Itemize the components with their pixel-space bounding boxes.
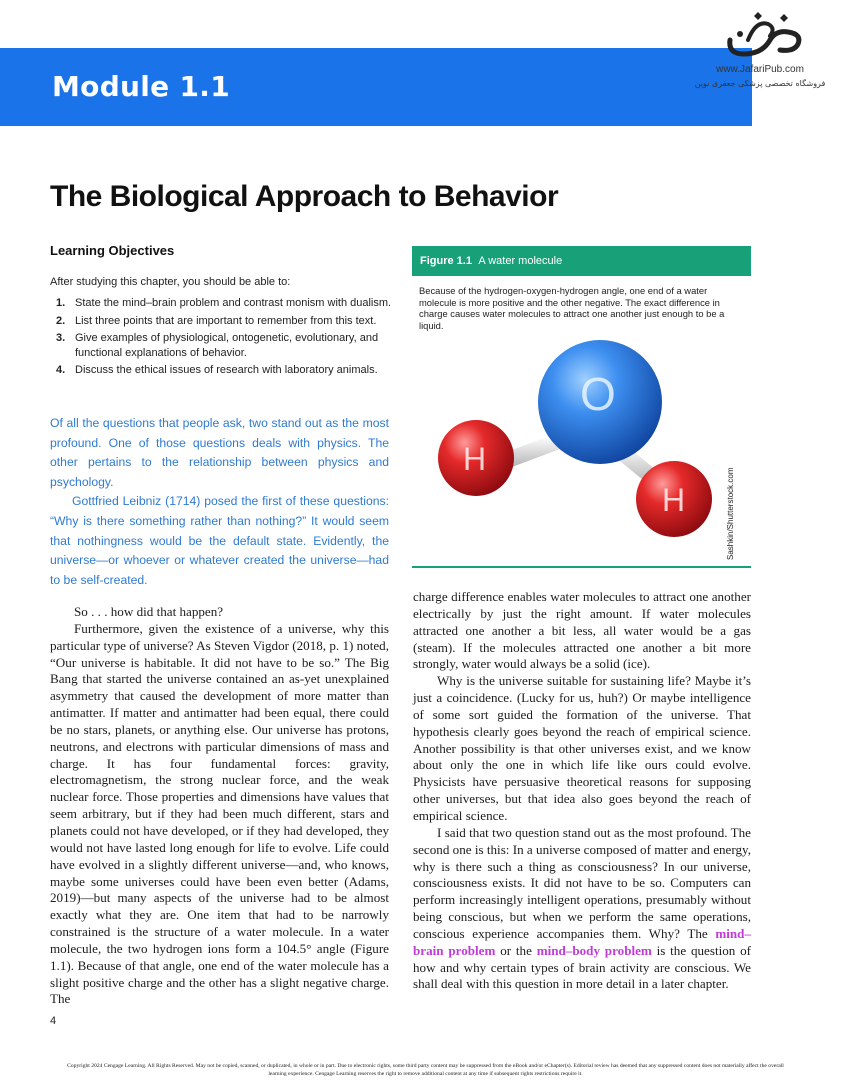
page-number: 4 bbox=[50, 1015, 57, 1027]
logo-subtitle: فروشگاه تخصصی پزشکی جعفری نوین bbox=[694, 79, 826, 88]
chapter-introduction bbox=[50, 414, 389, 590]
objective-text: List three points that are important to remember from this text. bbox=[75, 314, 377, 327]
key-term-mind-body-problem: mind–body problem bbox=[536, 942, 652, 958]
objective-number: 2. bbox=[56, 314, 66, 327]
module-label: Module 1.1 bbox=[52, 70, 231, 103]
figure-caption: Because of the hydrogen-oxygen-hydrogen angle, one end of a water molecule is more positive and the other negative. The exact difference in charge causes water molecules to attract one another just enough to be a liquid. bbox=[419, 285, 725, 331]
intro-paragraph: Of all the questions that people ask, two stand out as the most profound. One of those questions deals with physics. The other pertains to the relationship between physics and psychology. bbox=[50, 416, 389, 489]
hydrogen-atom-label: H bbox=[662, 482, 686, 518]
objective-item bbox=[56, 296, 392, 311]
objective-item bbox=[56, 314, 392, 329]
learning-objectives-list bbox=[56, 296, 392, 381]
body-left-column bbox=[50, 604, 389, 1008]
hydrogen-atom-label: H bbox=[463, 441, 487, 477]
body-paragraph: So . . . how did that happen? bbox=[74, 604, 224, 619]
publisher-logo bbox=[690, 10, 830, 105]
figure-header bbox=[412, 246, 751, 276]
body-paragraph: charge difference enables water molecules to attract one another electrically by just the right amount. If water molecules attracted one another a bit less, all water would be a gas (steam). If the molecules attracted one another a bit more strongly, water would always be a solid (ice). bbox=[413, 589, 751, 672]
chapter-title: The Biological Approach to Behavior bbox=[50, 180, 559, 213]
oxygen-atom-label: O bbox=[580, 368, 616, 420]
body-right-column bbox=[413, 589, 751, 993]
figure-credit: Sashkin/Shutterstock.com bbox=[726, 467, 735, 560]
objective-item bbox=[56, 363, 392, 378]
objective-item bbox=[56, 331, 392, 360]
objective-text: Discuss the ethical issues of research with laboratory animals. bbox=[75, 364, 378, 376]
body-paragraph bbox=[413, 825, 751, 993]
learning-objectives-intro: After studying this chapter, you should be able to: bbox=[50, 276, 291, 288]
objective-number: 1. bbox=[56, 297, 66, 309]
figure-title: A water molecule bbox=[478, 255, 563, 267]
figure-label: Figure 1.1 bbox=[420, 255, 472, 267]
publisher-logo-icon bbox=[710, 10, 810, 62]
body-text: or the bbox=[500, 942, 532, 958]
logo-url: www.JafariPub.com bbox=[716, 64, 804, 75]
objective-number: 3. bbox=[56, 332, 66, 344]
figure-bottom-rule bbox=[412, 566, 751, 568]
objective-text: Give examples of physiological, ontogenetic, evolutionary, and functional explanations of behavior. bbox=[75, 332, 379, 359]
body-paragraph: Furthermore, given the existence of a universe, why this particular type of universe? As Steven Vigdor (2018, p. 1) noted, “Our universe is habitable. It did not have to be so.” The Big Bang that started the universe contained an as-yet unexplained asymmetry that caused the development of more matter than antimatter. If matter and antimatter had been equal, there could be no stars, planets, or anything else. Our universe has protons, neutrons, and electrons with particular dimensions of mass and charge. It has four fundamental forces: gravity, electromagnetism, the strong nuclear force, and the weak nuclear force. Those properties and dimensions have values that seem arbitrary, but if they had been much different, stars and planets could not have developed, or if they had developed, they would not have lasted long enough for life to evolve. Life could have evolved in a slightly different universe—and, who knows, maybe some universes could have been even better (Adams, 2019)—but many aspects of the universe had to be almost exactly what they are. One item that had to be narrowly constrained is the structure of a water molecule. In a water molecule, the two hydrogen ions form a 104.5° angle (Figure 1.1). Because of that angle, one end of the water molecule has a slight positive charge and the other has a slight negative charge. The bbox=[50, 620, 389, 1007]
learning-objectives-heading: Learning Objectives bbox=[50, 243, 175, 258]
objective-number: 4. bbox=[56, 364, 66, 376]
water-molecule-illustration bbox=[412, 334, 751, 566]
body-paragraph: Why is the universe suitable for sustaining life? Maybe it’s just a coincidence. (Lucky for us, huh?) Or maybe intelligence of some sort guided the formation of the universe. That hypothesis clearly goes beyond the reach of empirical science. Another possibility is that other universes exist, and we know about only the one in which life like ours could evolve. Physicists have persuasive theoretical reasons for supposing other universes, but that idea also goes beyond the reach of empirical science. bbox=[413, 673, 751, 823]
body-text: is the question of how and why certain types of brain activity are conscious. We shall deal with this question in more detail in a later chapter. bbox=[413, 942, 752, 992]
copyright-notice: Copyright 2024 Cengage Learning. All Rights Reserved. May not be copied, scanned, or duplicated, in whole or in part. Due to electronic rights, some third party content may be suppressed from the eBook and/or eChapter(s). Editorial review has deemed that any suppressed content does not materially affect the overall learning experience. Cengage Learning reserves the right to remove additional content at any time if subsequent rights restrictions require it. bbox=[67, 1063, 784, 1077]
body-text: I said that two question stand out as the most profound. The second one is this: In a universe composed of matter and energy, why is there such a thing as consciousness? In our universe, consciousness exists. It did not have to be so. Computers can perform increasingly intelligent operations, presumably without being conscious, but when we perform the same operations, conscious experience accompanies them. Why? The bbox=[413, 824, 751, 941]
key-term-mind-brain-problem: mind–brain problem bbox=[413, 925, 751, 958]
intro-paragraph: Gottfried Leibniz (1714) posed the first of these questions: “Why is there something rather than nothing?” It would seem that nothingness would be the default state. Evidently, the universe—or whoever or whatever created the universe—had to be self-created. bbox=[50, 494, 389, 587]
module-banner bbox=[0, 48, 752, 126]
objective-text: State the mind–brain problem and contrast monism with dualism. bbox=[75, 297, 392, 309]
